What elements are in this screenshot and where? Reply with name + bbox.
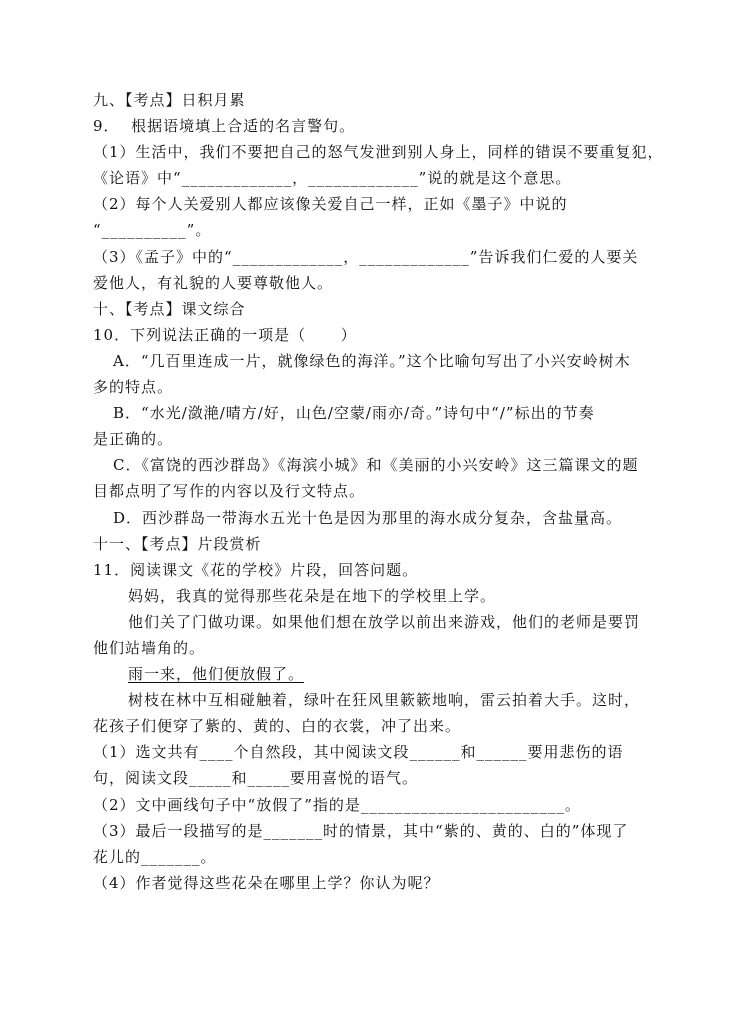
option-c-line-1: C．《富饶的西沙群岛》《海滨小城》和《美丽的小兴安岭》这三篇课文的题: [113, 456, 639, 475]
option-c-line-2: 目都点明了写作的内容以及行文特点。: [93, 482, 366, 501]
section-heading: 十、【考点】课文综合: [93, 299, 246, 318]
sub-question-2-line-1: （2）每个人关爱别人都应该像关爱自己一样，正如《墨子》中说的: [93, 195, 568, 214]
sub-question-1-line-2: 句，阅读文段_____和_____要用喜悦的语气。: [93, 769, 419, 788]
sub-question-1-line-1: （1）选文共有____个自然段，其中阅读文段______和______要用悲伤的语: [93, 743, 624, 762]
option-b-line-1: B．“水光/潋滟/晴方/好，山色/空蒙/雨亦/奇。”诗句中“/”标出的节奏: [113, 404, 595, 423]
section-10: [93, 296, 723, 531]
section-heading: 九、【考点】日积月累: [93, 91, 246, 109]
sub-question-3-line-2: 爱他人，有礼貌的人要尊敬他人。: [93, 273, 334, 292]
underlined-sentence: 雨一来，他们便放假了。: [128, 665, 305, 684]
question-prompt: 11．阅读课文《花的学校》片段，回答问题。: [93, 560, 419, 579]
passage-paragraph-4-line-1: 树枝在林中互相碰触着，绿叶在狂风里簌簌地响，雷云拍着大手。这时，: [128, 691, 641, 710]
option-d-line-1: D．西沙群岛一带海水五光十色是因为那里的海水成分复杂，含盐量高。: [113, 508, 623, 527]
reading-passage: [93, 583, 723, 740]
passage-paragraph-2-line-1: 他们关了门做功课。如果他们想在放学以前出来游戏，他们的老师是要罚: [128, 612, 641, 631]
passage-paragraph-4-line-2: 花孩子们便穿了紫的、黄的、白的衣裳，冲了出来。: [93, 717, 462, 736]
sub-question-4: （4）作者觉得这些花朵在哪里上学？你认为呢？: [93, 873, 440, 892]
exam-page: [93, 87, 723, 896]
sub-question-1-line-1: （1）生活中，我们不要把自己的怒气发泄到别人身上，同样的错误不要重复犯，: [93, 143, 664, 162]
sub-question-1-line-2: 《论语》中“_____________，_____________”说的就是这个意思。: [93, 169, 572, 188]
sub-question-2-line-2: “__________”。: [93, 221, 212, 240]
sub-question-3-line-2: 花儿的_______。: [93, 847, 217, 866]
section-9: [93, 87, 723, 296]
option-b-line-2: 是正确的。: [93, 430, 174, 449]
sub-question-3-line-1: （3）《孟子》中的“_____________，_____________”告诉我们仁爱的人要关: [93, 247, 639, 266]
passage-paragraph-1: 妈妈，我真的觉得那些花朵是在地下的学校里上学。: [128, 586, 497, 605]
sub-question-3-line-1: （3）最后一段描写的是_______时的情景，其中“紫的、黄的、白的”体现了: [93, 821, 629, 840]
passage-paragraph-3: [93, 661, 723, 687]
section-11: [93, 531, 723, 896]
sub-question-2: （2）文中画线句子中“放假了”指的是________________________。: [93, 795, 581, 814]
section-heading: 十一、【考点】片段赏析: [93, 534, 262, 553]
question-prompt: 10．下列说法正确的一项是（ ）: [93, 325, 357, 344]
option-a-line-2: 多的特点。: [93, 378, 174, 397]
question-prompt: 9． 根据语境填上合适的名言警句。: [93, 117, 356, 136]
passage-paragraph-2-line-2: 他们站墙角的。: [93, 638, 206, 657]
option-a-line-1: A．“几百里连成一片，就像绿色的海洋。”这个比喻句写出了小兴安岭树木: [113, 351, 631, 370]
